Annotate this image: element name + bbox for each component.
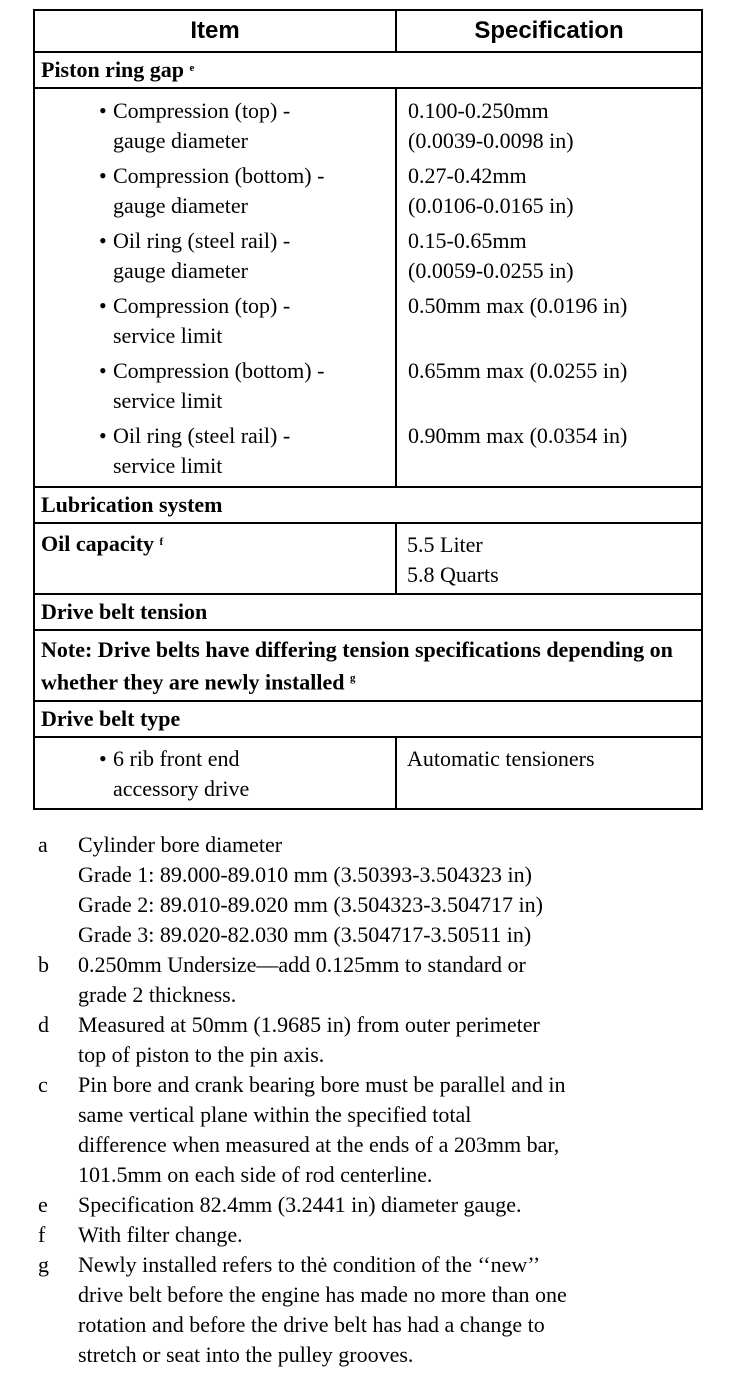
footnotes (38, 830, 728, 1370)
footnote-key: f (38, 1222, 46, 1247)
bullet-icon: • (99, 423, 107, 448)
footnote-d (38, 1010, 728, 1070)
section-label-lubrication-system: Lubrication system (41, 492, 223, 517)
item-text: Compression (top) - gauge diameter (113, 98, 291, 153)
list-item (99, 226, 395, 291)
item-text: Oil ring (steel rail) - service limit (113, 423, 291, 478)
footnote-text: Measured at 50mm (1.9685 in) from outer perimeter top of piston to the pin axis. (78, 1012, 540, 1067)
oil-capacity-row (34, 523, 702, 594)
drive-belt-item-text: 6 rib front end accessory drive (113, 746, 250, 801)
footnote-key: c (38, 1072, 48, 1097)
bullet-icon: • (99, 358, 107, 383)
section-label-cell (34, 487, 702, 523)
bullet-icon: • (99, 228, 107, 253)
oil-capacity-spec: 5.5 Liter 5.8 Quarts (396, 523, 702, 594)
bullet-icon: • (99, 746, 107, 772)
footnote-text: 0.250mm Undersize—add 0.125mm to standard or grade 2 thickness. (78, 952, 526, 1007)
column-header-item: Item (34, 10, 396, 52)
spec-value: 0.65mm max (0.0255 in) (408, 358, 628, 383)
footnote-mark: f (159, 536, 164, 548)
piston-ring-spec-list (397, 89, 701, 486)
list-item (99, 744, 395, 803)
list-item (99, 356, 395, 421)
footnote-mark: g (350, 672, 356, 684)
footnote-b (38, 950, 728, 1010)
section-label-drive-belt-tension: Drive belt tension (41, 599, 208, 624)
spec-value: 0.27-0.42mm (0.0106-0.0165 in) (408, 163, 574, 218)
drive-belt-item-list (35, 738, 395, 803)
note-text: Note: Drive belts have differing tension specifications depending on whether they are newly installed (41, 637, 673, 695)
spec-value: 0.100-0.250mm (0.0039-0.0098 in) (408, 98, 574, 153)
footnote-text: Specification 82.4mm (3.2441 in) diameter gauge. (78, 1192, 522, 1217)
drive-belt-item-cell (34, 737, 396, 809)
note-cell (34, 630, 702, 701)
section-label-cell (34, 701, 702, 737)
section-row-drive-belt-type (34, 701, 702, 737)
piston-ring-item-list (35, 89, 395, 486)
spec-table-container (33, 9, 701, 810)
table-header-row (34, 10, 702, 52)
piston-ring-gap-rows (34, 88, 702, 487)
footnote-g (38, 1250, 728, 1370)
list-item (99, 161, 395, 226)
piston-ring-items-cell (34, 88, 396, 487)
list-item (99, 421, 395, 486)
footnote-text: Pin bore and crank bearing bore must be parallel and in same vertical plane within the specified total difference when measured at the ends of a 203mm bar, 101.5mm on each side of rod centerline. (78, 1072, 566, 1187)
footnote-text: Newly installed refers to thė condition of the ‘‘new’’ drive belt before the engine has made no more than one rotation and before the drive belt has had a change to stretch or seat into the pulley grooves. (78, 1252, 567, 1367)
section-label-cell (34, 594, 702, 630)
note-row (34, 630, 702, 701)
section-row-drive-belt-tension (34, 594, 702, 630)
footnote-key: b (38, 952, 49, 977)
item-text: Compression (bottom) - service limit (113, 358, 325, 413)
piston-ring-specs-cell (396, 88, 702, 487)
list-item (99, 291, 395, 356)
footnote-key: e (38, 1192, 48, 1217)
section-label-piston-ring-gap: Piston ring gap (41, 57, 185, 82)
footnote-mark: e (189, 62, 195, 74)
bullet-icon: • (99, 293, 107, 318)
list-item (99, 96, 395, 161)
section-row-piston-ring-gap (34, 52, 702, 88)
spec-value: 0.50mm max (0.0196 in) (408, 293, 628, 318)
item-text: Oil ring (steel rail) - gauge diameter (113, 228, 291, 283)
oil-capacity-label: Oil capacity (41, 531, 155, 556)
footnote-text: With filter change. (78, 1222, 243, 1247)
spec-table (33, 9, 703, 810)
footnote-a (38, 830, 728, 950)
spec-value: 0.15-0.65mm (0.0059-0.0255 in) (408, 228, 574, 283)
footnote-key: d (38, 1012, 49, 1037)
footnote-key: a (38, 832, 48, 857)
bullet-icon: • (99, 163, 107, 188)
spec-value: 0.90mm max (0.0354 in) (408, 423, 628, 448)
column-header-specification: Specification (396, 10, 702, 52)
footnote-e (38, 1190, 728, 1220)
footnote-f (38, 1220, 728, 1250)
section-label-drive-belt-type: Drive belt type (41, 706, 181, 732)
footnote-c (38, 1070, 728, 1190)
drive-belt-type-row (34, 737, 702, 809)
item-text: Compression (bottom) - gauge diameter (113, 163, 325, 218)
drive-belt-spec: Automatic tensioners (396, 737, 702, 809)
section-label-cell (34, 52, 702, 88)
footnote-key: g (38, 1252, 49, 1277)
item-text: Compression (top) - service limit (113, 293, 291, 348)
footnote-text: Cylinder bore diameter Grade 1: 89.000-89.010 mm (3.50393-3.504323 in) Grade 2: 89.010-89.020 mm (3.504323-3.504717 in) Grade 3: 89.020-82.030 mm (3.504717-3.50511 in) (78, 832, 543, 947)
bullet-icon: • (99, 98, 107, 123)
section-row-lubrication-system (34, 487, 702, 523)
oil-capacity-label-cell (34, 523, 396, 594)
